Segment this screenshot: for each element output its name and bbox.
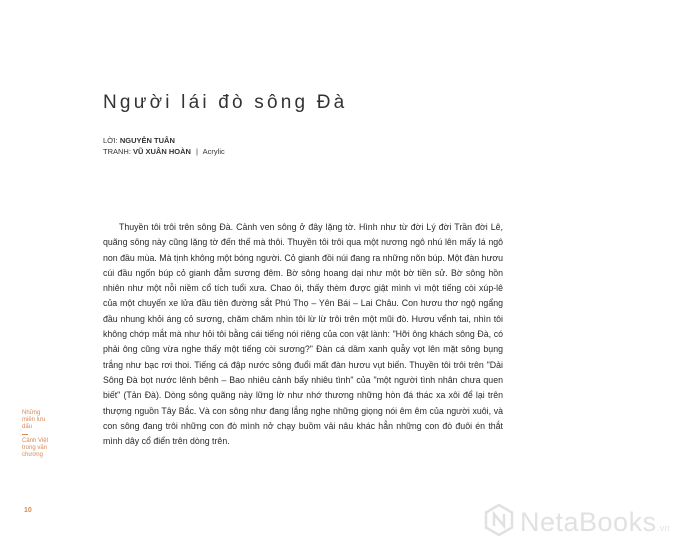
sidebar-running-head [22,410,52,459]
separator: | [196,147,198,156]
watermark-brand-text: NetaBooks [520,506,657,537]
credits [103,135,225,157]
chapter-title: Cảnh Việt trong văn chương [22,438,49,458]
author-role: LỜI: [103,136,118,145]
section-title: Những miền lưu dấu [22,410,46,430]
watermark-brand [520,507,670,538]
netabooks-logo-icon [484,504,514,541]
artist-name: VŨ XUÂN HOÀN [133,147,191,156]
artist-medium: Acrylic [202,147,225,156]
watermark-suffix: .vn [656,522,671,533]
author-line [103,135,225,146]
author-name: NGUYỄN TUÂN [119,136,175,145]
body-paragraph: Thuyền tôi trôi trên sông Đà. Cảnh ven sông ở đây lặng tờ. Hình như từ đời Lý đời Trần đời Lê, quãng sông này cũng lặng tờ đến thế mà thôi. Thuyền tôi trôi qua một nương ngô nhú lên mấy lá ngô non đầu mùa. Mà tịnh không một bóng người. Cỏ gianh đồi núi đang ra những nõn búp. Một đàn hươu cúi đầu ngốn búp cỏ gianh đẫm sương đêm. Bờ sông hoang dại như một bờ tiền sử. Bờ sông hồn nhiên như một nỗi niềm cổ tích tuổi xưa. Chao ôi, thấy thèm được giật mình vì một tiếng còi xúp-lê của một chuyến xe lửa đầu tiên đường sắt Phú Thọ – Yên Bái – Lai Châu. Con hươu thơ ngộ ngẩng đầu nhung khỏi áng cỏ sương, chăm chăm nhìn tôi lừ lừ trôi trên một mũi đò. Hươu vểnh tai, nhìn tôi không chớp mắt mà như hỏi tôi bằng cái tiếng nói riêng của con vật lành: "Hỡi ông khách sông Đà, có phải ông cũng vừa nghe thấy một tiếng còi sương?" Đàn cá dầm xanh quẫy vọt lên mặt sông bụng trắng như bạc rơi thoi. Tiếng cá đập nước sông đuổi mất đàn hươu vụt biến. Thuyền tôi trôi trên "Dải Sông Đà bọt nước lênh bênh – Bao nhiêu cảnh bấy nhiêu tình" của "một người tình nhân chưa quen biết" (Tản Đà). Dòng sông quãng này lững lờ như nhớ thương những hòn đá thác xa xôi để lại trên thượng nguồn Tây Bắc. Và con sông như đang lắng nghe những giọng nói êm êm của người xuôi, và con sông đang trôi những con đò mình nở chạy buồm vải nâu khác hẳn những con đò đuôi én thắt mình dây cổ điển trên dòng trên. [103,222,503,447]
page-number: 10 [24,507,32,514]
artist-role: TRANH: [103,147,131,156]
page-title: Người lái đò sông Đà [103,92,348,113]
watermark [484,506,670,538]
artist-line [103,146,225,157]
divider [22,434,28,435]
